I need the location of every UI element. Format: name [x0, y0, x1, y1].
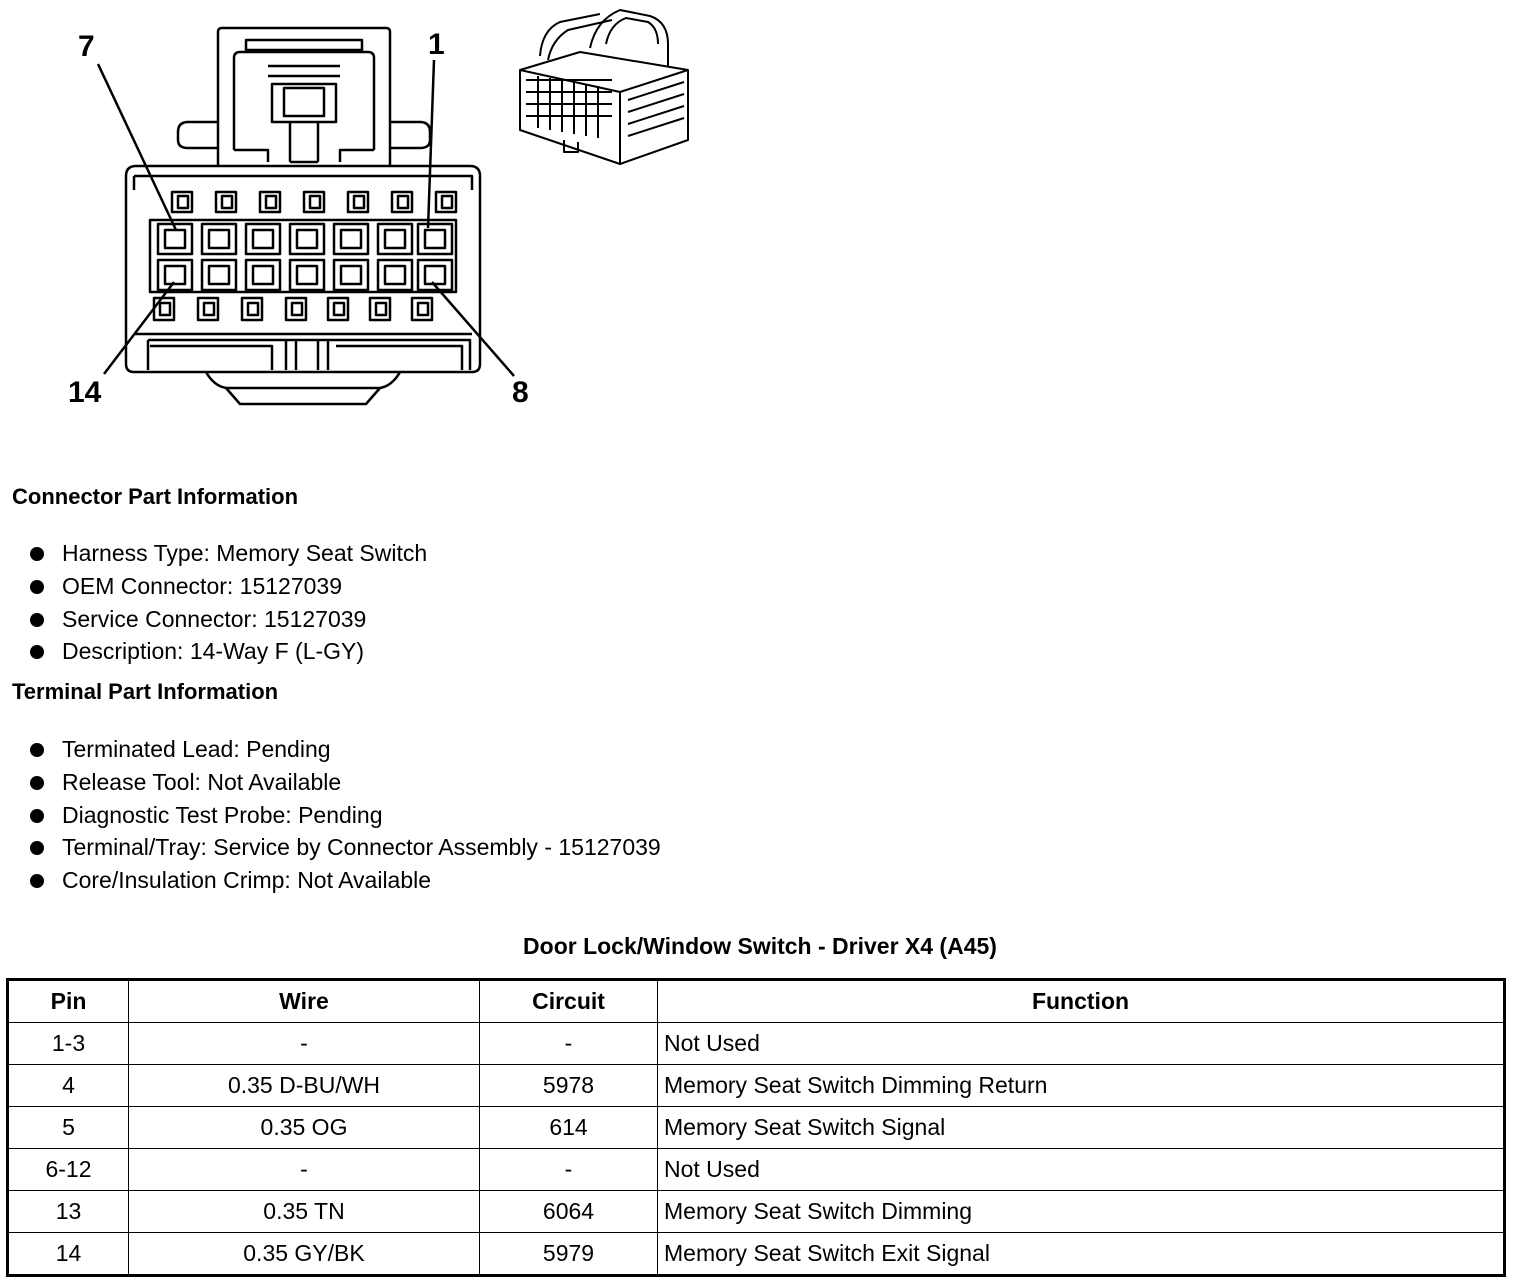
bullet-icon: [30, 809, 44, 823]
bullet-icon: [30, 776, 44, 790]
cell-function: Memory Seat Switch Dimming: [658, 1191, 1505, 1233]
header-function: Function: [658, 980, 1505, 1023]
list-item: [28, 831, 661, 864]
list-item: [28, 864, 661, 897]
list-item: [28, 766, 661, 799]
cavity-row-1: [158, 224, 452, 254]
cell-circuit: 5979: [480, 1233, 658, 1276]
connector-part-info-list: [28, 537, 427, 668]
connector-latch: [218, 28, 390, 166]
table-row: [8, 1023, 1505, 1065]
list-item-text: Terminated Lead: Pending: [62, 736, 331, 762]
list-item-text: Release Tool: Not Available: [62, 768, 342, 795]
cell-circuit: 5978: [480, 1065, 658, 1107]
bullet-icon: [30, 743, 44, 757]
list-item-text: Service Connector: 15127039: [62, 605, 367, 632]
bullet-icon: [30, 841, 44, 855]
cell-circuit: 614: [480, 1107, 658, 1149]
leader-line-14: [104, 282, 174, 374]
pin-label-8: 8: [512, 376, 529, 409]
list-item: [28, 603, 427, 636]
list-item: [28, 570, 427, 603]
cell-wire: 0.35 GY/BK: [129, 1233, 480, 1276]
pinout-table: [6, 978, 1506, 1277]
header-circuit: Circuit: [480, 980, 658, 1023]
cell-function: Memory Seat Switch Signal: [658, 1107, 1505, 1149]
bullet-icon: [30, 547, 44, 561]
upper-lock-row: [172, 192, 456, 212]
pin-label-1: 1: [428, 28, 445, 61]
bullet-icon: [30, 580, 44, 594]
bullet-icon: [30, 645, 44, 659]
header-wire: Wire: [129, 980, 480, 1023]
cell-wire: -: [129, 1149, 480, 1191]
cell-wire: 0.35 D-BU/WH: [129, 1065, 480, 1107]
list-item: [28, 799, 661, 832]
list-item: [28, 733, 661, 766]
cell-function: Not Used: [658, 1023, 1505, 1065]
connector-isometric-icon: [520, 10, 688, 164]
bullet-icon: [30, 874, 44, 888]
cell-circuit: -: [480, 1023, 658, 1065]
pin-label-7: 7: [78, 30, 95, 63]
cell-function: Memory Seat Switch Exit Signal: [658, 1233, 1505, 1276]
leader-line-8: [432, 282, 514, 376]
table-title: Door Lock/Window Switch - Driver X4 (A45): [523, 933, 997, 959]
cell-pin: 13: [8, 1191, 129, 1233]
header-pin: Pin: [8, 980, 129, 1023]
cell-wire: 0.35 OG: [129, 1107, 480, 1149]
bullet-icon: [30, 613, 44, 627]
table-row: [8, 1065, 1505, 1107]
cell-wire: -: [129, 1023, 480, 1065]
cell-pin: 1-3: [8, 1023, 129, 1065]
connector-diagram: [0, 0, 760, 440]
list-item-text: Terminal/Tray: Service by Connector Assembly - 15127039: [62, 834, 661, 861]
list-item-text: Diagnostic Test Probe: Pending: [62, 801, 383, 828]
list-item-text: Core/Insulation Crimp: Not Available: [62, 867, 432, 894]
list-item: [28, 635, 427, 668]
table-row: [8, 1149, 1505, 1191]
terminal-part-info-title: Terminal Part Information: [12, 679, 279, 704]
list-item: [28, 537, 427, 570]
cell-pin: 6-12: [8, 1149, 129, 1191]
terminal-part-info-list: [28, 733, 661, 897]
table-row: [8, 1107, 1505, 1149]
table-header-row: [8, 980, 1505, 1023]
lower-lock-row: [154, 298, 432, 320]
cell-circuit: -: [480, 1149, 658, 1191]
table-row: [8, 1191, 1505, 1233]
cavity-row-2: [158, 260, 452, 290]
cell-pin: 5: [8, 1107, 129, 1149]
cell-pin: 4: [8, 1065, 129, 1107]
table-row: [8, 1233, 1505, 1276]
cell-wire: 0.35 TN: [129, 1191, 480, 1233]
pin-label-14: 14: [68, 376, 102, 409]
list-item-text: Harness Type: Memory Seat Switch: [62, 540, 428, 566]
cell-function: Not Used: [658, 1149, 1505, 1191]
cell-function: Memory Seat Switch Dimming Return: [658, 1065, 1505, 1107]
list-item-text: OEM Connector: 15127039: [62, 572, 343, 599]
list-item-text: Description: 14-Way F (L-GY): [62, 638, 365, 665]
connector-part-info-title: Connector Part Information: [12, 484, 299, 509]
leader-line-7: [98, 64, 176, 230]
cell-circuit: 6064: [480, 1191, 658, 1233]
cell-pin: 14: [8, 1233, 129, 1276]
